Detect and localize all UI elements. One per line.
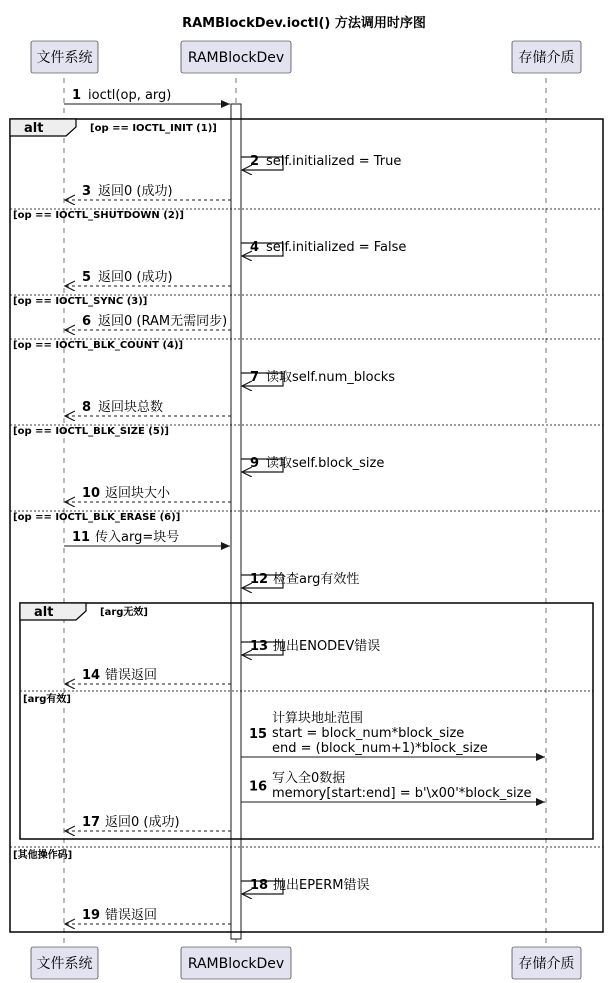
message-number: 18 <box>250 878 269 893</box>
fragment-condition: [op == IOCTL_BLK_ERASE (6)] <box>13 512 181 523</box>
message-7 <box>241 369 395 386</box>
message-14 <box>65 667 231 684</box>
message-13 <box>241 638 380 655</box>
message-number: 11 <box>72 530 91 545</box>
message-10 <box>65 485 231 502</box>
message-2 <box>241 154 401 170</box>
message-number: 2 <box>250 154 260 169</box>
message-label: 返回0 (RAM无需同步) <box>98 314 228 329</box>
fragment-condition: [op == IOCTL_BLK_SIZE (5)] <box>13 426 169 437</box>
message-number: 6 <box>82 314 92 329</box>
message-number: 19 <box>82 908 101 923</box>
message-1 <box>64 88 230 104</box>
message-number: 9 <box>250 456 260 471</box>
message-6 <box>65 313 231 330</box>
participant-dev-top <box>181 41 291 73</box>
message-18 <box>241 877 370 894</box>
participant-mem-bottom <box>512 947 581 979</box>
message-9 <box>241 455 384 472</box>
message-12 <box>241 571 359 588</box>
fragment-keyword: alt <box>34 605 54 620</box>
message-label: 抛出EPERM错误 <box>273 878 370 893</box>
message-label: 检查arg有效性 <box>273 572 360 587</box>
fragment-keyword: alt <box>24 121 44 136</box>
message-label: 读取self.block_size <box>266 456 385 471</box>
message-number: 17 <box>82 815 101 830</box>
message-5 <box>65 269 231 286</box>
fragment-condition: [op == IOCTL_INIT (1)] <box>90 123 217 134</box>
message-number: 1 <box>72 88 82 103</box>
message-label: 写入全0数据 <box>272 771 346 786</box>
message-8 <box>65 399 231 416</box>
message-label: 返回块总数 <box>98 400 164 415</box>
participant-mem-top <box>512 41 581 73</box>
participant-label: 存储介质 <box>518 956 575 972</box>
message-label: 传入arg=块号 <box>95 530 180 545</box>
message-label: ioctl(op, arg) <box>88 88 172 103</box>
message-label: 错误返回 <box>105 908 158 923</box>
message-17 <box>65 814 231 831</box>
message-number: 4 <box>250 240 260 255</box>
participant-label: 存储介质 <box>518 50 575 66</box>
message-label: 错误返回 <box>105 668 158 683</box>
participant-label: 文件系统 <box>36 50 93 66</box>
message-number: 5 <box>82 270 92 285</box>
message-label: 抛出ENODEV错误 <box>273 639 381 654</box>
message-4 <box>241 240 406 256</box>
message-label: 返回0 (成功) <box>98 184 173 199</box>
message-label: 返回块大小 <box>105 486 171 501</box>
participant-dev-bottom <box>181 947 291 979</box>
message-label: memory[start:end] = b'\x00'*block_size <box>272 786 532 801</box>
fragment-condition: [op == IOCTL_BLK_COUNT (4)] <box>13 340 184 351</box>
fragment-condition: [op == IOCTL_SYNC (3)] <box>13 296 148 307</box>
message-19 <box>65 907 231 924</box>
fragment-condition: [op == IOCTL_SHUTDOWN (2)] <box>13 210 184 221</box>
message-16 <box>241 770 545 802</box>
message-label: self.initialized = False <box>266 240 407 255</box>
message-label: 返回0 (成功) <box>98 270 173 285</box>
message-number: 7 <box>250 370 260 385</box>
participant-label: RAMBlockDev <box>187 50 285 66</box>
fragment-condition: [arg无效] <box>100 607 148 618</box>
message-label: 计算块地址范围 <box>272 711 364 726</box>
participant-fs-bottom <box>31 947 98 979</box>
message-label: self.initialized = True <box>266 154 402 169</box>
message-label: end = (block_num+1)*block_size <box>272 741 488 756</box>
message-number: 16 <box>249 779 268 795</box>
participant-label: 文件系统 <box>36 956 93 972</box>
message-number: 13 <box>250 639 269 654</box>
message-15 <box>241 710 545 757</box>
message-number: 10 <box>82 486 101 501</box>
participant-label: RAMBlockDev <box>187 956 285 972</box>
message-label: start = block_num*block_size <box>272 726 465 741</box>
activation-bar <box>231 104 241 939</box>
message-3 <box>65 183 231 200</box>
fragment-condition: [arg有效] <box>23 694 71 705</box>
fragment-condition: [其他操作码] <box>13 850 73 861</box>
participant-fs-top <box>31 41 98 73</box>
message-11 <box>64 529 230 546</box>
message-number: 12 <box>250 572 269 587</box>
message-number: 15 <box>249 727 268 742</box>
message-number: 3 <box>82 184 92 199</box>
message-number: 14 <box>82 668 101 683</box>
message-label: 返回0 (成功) <box>105 815 180 830</box>
message-number: 8 <box>82 400 92 415</box>
message-label: 读取self.num_blocks <box>266 370 396 385</box>
diagram-title: RAMBlockDev.ioctl() 方法调用时序图 <box>182 16 426 31</box>
